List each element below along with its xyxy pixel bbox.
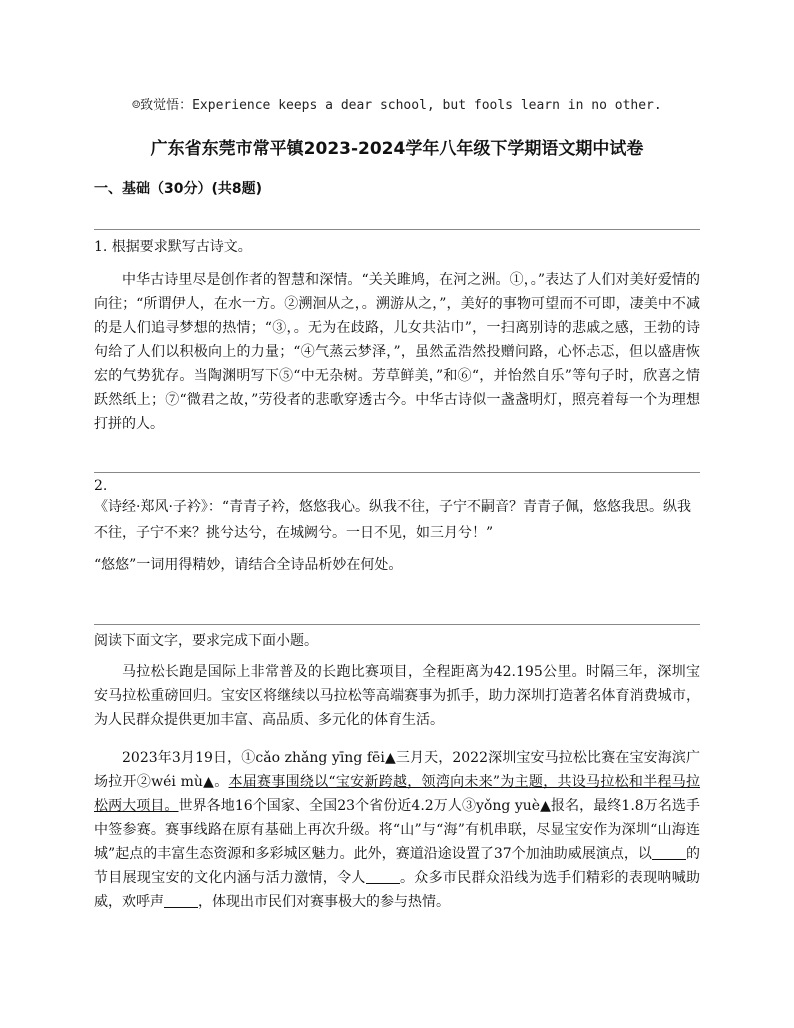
question-2-number: 2. [94, 478, 108, 494]
paragraph-2-part-c: 的节目展现宝安的文化内涵与活力激情，令人 [94, 846, 700, 886]
reading-paragraph-1: 马拉松长跑是国际上非常普及的长跑比赛项目，全程距离为42.195公里。时隔三年，深圳宝安马拉松重磅回归。宝安区将继续以马拉松等高端赛事为抓手，助力深圳打造著名体育消费城市，为人民群众提供更加丰富、高品质、多元化的体育生活。 [94, 664, 700, 728]
paragraph-2-part-e: ，体现出市民们对赛事极大的参与热情。 [198, 894, 450, 910]
question-1-stem: 1. 根据要求默写古诗文。 [94, 239, 252, 255]
fill-blank-3[interactable] [164, 893, 198, 908]
question-1-body: 中华古诗里尽是创作者的智慧和深情。“关关雎鸠，在河之洲。①，。”表达了人们对美好爱情的向往；“所谓伊人，在水一方。②溯洄从之，。溯游从之，”，美好的事物可望而不可即，凄美中不减的是人们追寻梦想的热情；“③，。无为在歧路，儿女共沾巾”，一扫离别诗的悲戚之感，王勃的诗句给了人们以积极向上的力量；“④气蒸云梦泽，”，虽然孟浩然投赠问路，心怀忐忑，但以盛唐恢宏的气势犹存。当陶渊明写下⑤“中无杂树。芳草鲜美，”和⑥“，并怡然自乐”等句子时，欣喜之情跃然纸上；⑦“微君之故，”劳役者的悲歌穿透古今。中华古诗似一盏盏明灯，照亮着每一个为理想打拼的人。 [94, 272, 700, 432]
paragraph-2-part-b: 世界各地16个国家、全国23个省份近4.2万人③yǒng yuè▲报名，最终1.8万名选手中签参赛。赛事线路在原有基础上再次升级。将“山”与“海”有机串联，尽显宝安作为深圳“山海连城”起点的丰富生态资源和多彩城区魅力。此外，赛道沿途设置了37个加油助威展演点，以 [94, 798, 701, 862]
divider-q1 [94, 229, 700, 230]
question-2-poem: 《诗经·郑风·子衿》：“青青子衿，悠悠我心。纵我不往，子宁不嗣音？青青子佩，悠悠我思。纵我不往，子宁不来？挑兮达兮，在城阙兮。一日不见，如三月兮！” [94, 499, 692, 541]
divider-q2 [94, 472, 700, 473]
motto-line: ☺致觉悟：Experience keeps a dear school, but fools learn in no other. [132, 98, 662, 113]
fill-blank-1[interactable] [652, 845, 686, 860]
reading-paragraph-2 [94, 746, 700, 914]
paragraph-2-part-a: 2023年3月19日，①cǎo zhǎng yīng fēi▲三月天，2022深圳宝安马拉松比赛在宝安海滨广场拉开②wéi mù▲。 [94, 750, 700, 790]
page-title: 广东省东莞市常平镇2023-2024学年八年级下学期语文期中试卷 [150, 139, 644, 159]
section-heading: 一、基础（30分）(共8题) [94, 181, 263, 197]
paragraph-2-part-d: 。众多市民群众沿线为选手们精彩的表现呐喊助威，欢呼声 [94, 870, 701, 910]
reading-intro: 阅读下面文字，要求完成下面小题。 [94, 633, 318, 649]
question-2-prompt: “悠悠”一词用得精妙，请结合全诗品析妙在何处。 [94, 557, 403, 573]
fill-blank-2[interactable] [366, 869, 400, 884]
divider-reading [94, 624, 700, 625]
underlined-sentence: 本届赛事围绕以“宝安新跨越，领湾向未来”为主题，共设马拉松和半程马拉松两大项目。 [94, 774, 700, 814]
